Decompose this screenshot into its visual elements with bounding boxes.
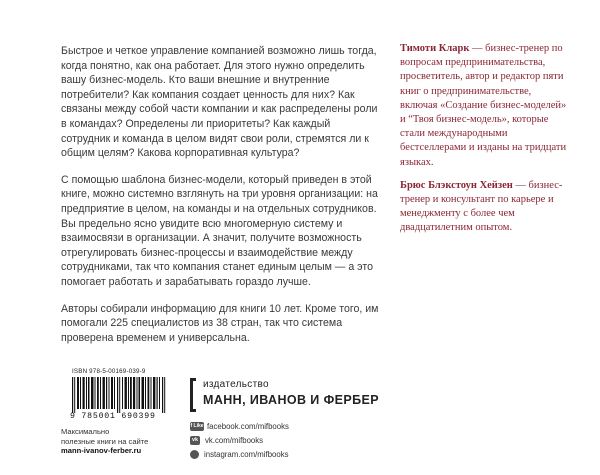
facebook-icon: f Like <box>190 422 204 431</box>
author-bio-1 <box>400 42 570 170</box>
bracket-icon <box>190 378 196 412</box>
author-name-2: Брюс Блэкстоун Хейзен <box>400 179 513 191</box>
vk-icon: vk <box>190 436 200 445</box>
author-bio-2 <box>400 179 570 236</box>
promo-line-1: Максимально <box>61 427 110 436</box>
instagram-icon <box>190 450 199 459</box>
social-row-facebook[interactable] <box>190 420 289 434</box>
barcode-icon <box>70 377 170 413</box>
promo-site-link[interactable]: mann-ivanov-ferber.ru <box>61 446 142 456</box>
vk-link[interactable]: vk.com/mifbooks <box>205 435 264 445</box>
promo-line-2: полезные книги на сайте <box>61 436 149 446</box>
description-paragraph-3: Авторы собирали информацию для книги 10 лет. Кроме того, им помогали 225 специалистов из 38 стран, так что система проверена временем и универсальна. <box>61 302 379 344</box>
description-paragraph-2: С помощью шаблона бизнес-модели, который приведен в этой книге, можно системно взглянуть на три уровня организации: на предприятие в целом, на команды и на отдельных сотрудников. Вы предельно ясно увидите всю многомерную систему и взаимосвязи в организации. А значит, получите возможность отрегулировать бизнес-процессы и взаимодействие между сотрудниками, так что компания станет единым целым — а это помогает работать и зарабатывать гораздо лучше. <box>61 173 378 288</box>
author-bio-text-2: — бизнес-тренер и консультант по карьере и менеджменту с более чем двадцатилетним опытом. <box>400 179 563 234</box>
facebook-link[interactable]: facebook.com/mifbooks <box>207 422 289 431</box>
author-bios <box>400 42 570 245</box>
description-paragraph-1: Быстрое и четкое управление компанией возможно лишь тогда, когда понятно, как она работает. Для этого нужно определить вашу бизнес-модель. Кто ваши внешние и внутренние потребители? Как компания создает ценность для них? Как связаны между собой части компании и как распределены роли в командах? Определены ли приоритеты? Как каждый сотрудник и команда в целом видят свои роли, стремятся ли к общим целям? Какова корпоративная культура? <box>61 45 378 160</box>
publisher-name: МАНН, ИВАНОВ И ФЕРБЕР <box>203 393 379 407</box>
description-text <box>61 44 379 357</box>
social-row-instagram[interactable] <box>190 448 289 462</box>
social-links <box>190 420 289 461</box>
promo-block <box>61 427 148 456</box>
social-row-vk[interactable] <box>190 434 289 448</box>
author-name-1: Тимоти Кларк <box>400 43 470 54</box>
publisher-label: издательство <box>203 379 269 390</box>
author-bio-text-1: — бизнес-тренер по вопросам предпринимательства, просветитель, автор и редактор пяти книг о предпринимательстве, включая «Создание бизнес-моделей» и “Твоя бизнес-модель», которые стали международными бестселлерами и изданы на тридцати языках. <box>400 43 567 168</box>
barcode-number: 9 785001 690399 <box>70 412 156 421</box>
isbn-block <box>70 368 172 421</box>
instagram-link[interactable]: instagram.com/mifbooks <box>204 449 289 459</box>
isbn-label: ISBN 978-5-00169-039-9 <box>72 368 146 375</box>
